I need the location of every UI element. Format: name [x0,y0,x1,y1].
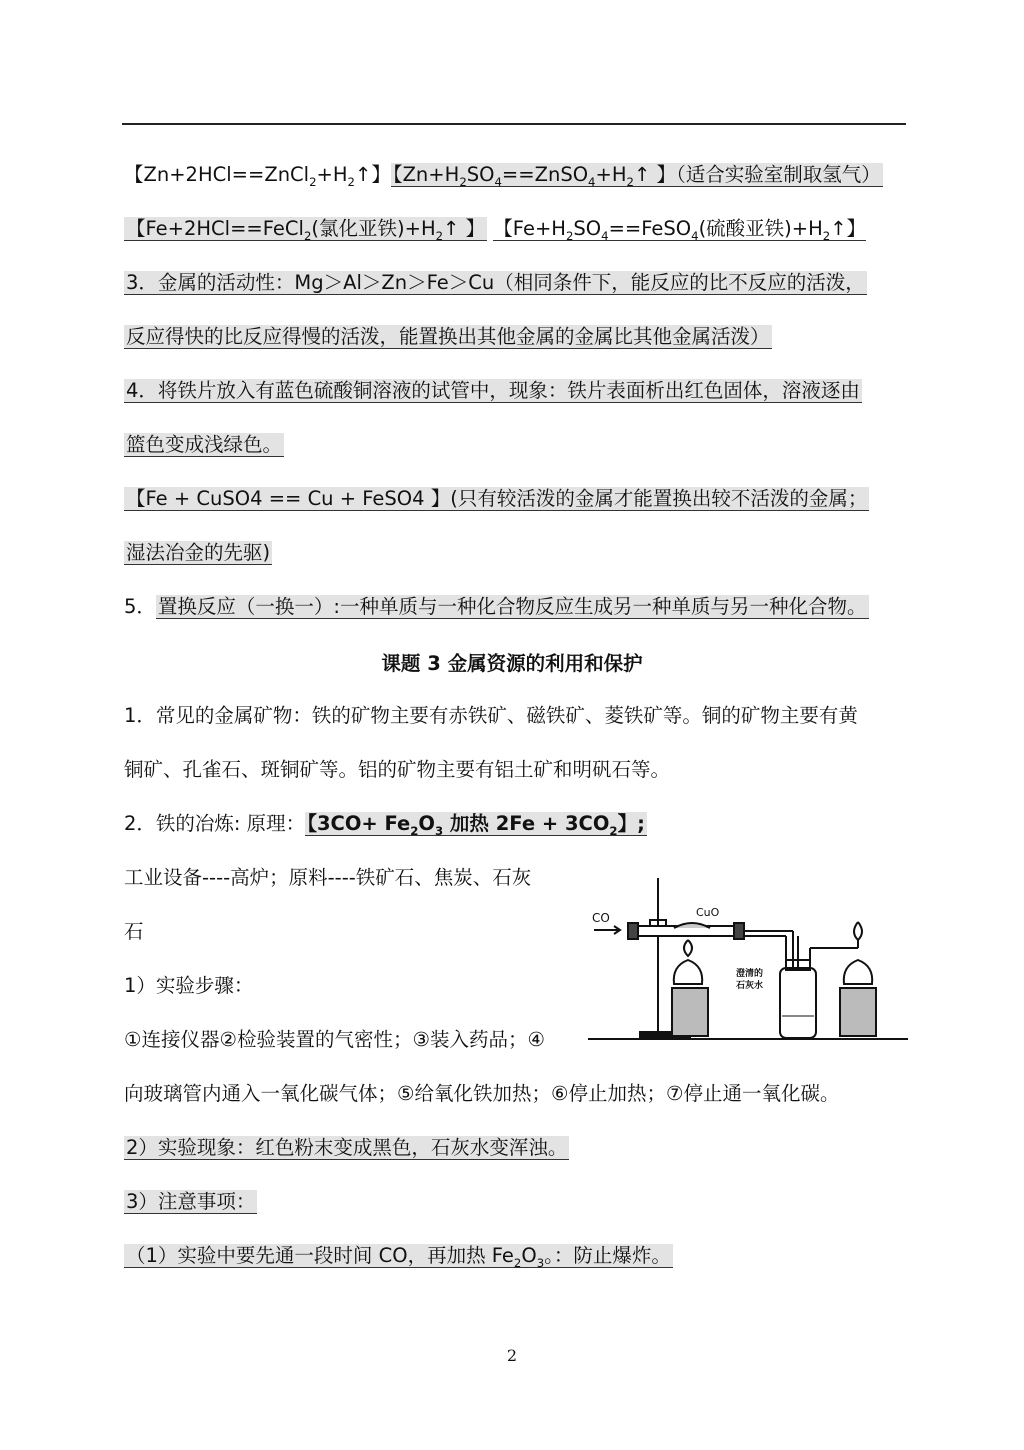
activity-series-line-1: 3．金属的活动性：Mg＞Al＞Zn＞Fe＞Cu（相同条件下，能反应的比不反应的活泼， [126,271,865,294]
activity-series-line-2: 反应得快的比反应得慢的活泼，能置换出其他金属的金属比其他金属活泼） [126,325,770,348]
smelting-principle-line: 2．铁的冶炼: 原理： 【$3CO+ Fe_2O_3$ 加热 $2Fe + 3CO_2$】; [124,812,645,838]
equipment-line-cont: 石 [124,920,144,943]
eq-zn-hcl: 【$Zn+2HCl==ZnCl_2+H_2↑$】 [124,163,391,189]
label-limewater-2: 石灰水 [736,981,764,991]
eq-fe-hcl: 【Fe+2HCl==FeCl$_2$(氯化亚铁)$+H_2↑$ 】 [126,217,486,243]
steps-line-2: 向玻璃管内通入一氧化碳气体；⑤给氧化铁加热；⑥停止加热；⑦停止通一氧化碳。 [124,1082,840,1105]
equipment-line: 工业设备----高炉；原料----铁矿石、焦炭、石灰 [124,866,532,889]
steps-heading: 1）实验步骤： [124,974,254,997]
iron-copper-line-1: 4．将铁片放入有蓝色硫酸铜溶液的试管中，现象：铁片表面析出红色固体，溶液逐由 [126,379,860,402]
iron-copper-line-2: 篮色变成浅绿色。 [126,433,283,456]
displacement-equation-line: 【Fe + CuSO4 == Cu + FeSO4 】(只有较活泼的金属才能置换出较不活泼的金属； [126,487,868,510]
section-title: 课题 3 金属资源的利用和保护 [381,652,643,675]
label-cuo: CuO [696,906,720,919]
ores-line-1: 1．常见的金属矿物：铁的矿物主要有赤铁矿、磁铁矿、菱铁矿等。铜的矿物主要有黄 [124,704,858,727]
label-co: CO [592,911,610,925]
header-rule [122,123,906,125]
steps-line-1: ①连接仪器②检验装置的气密性；③装入药品；④ [124,1028,545,1051]
ores-line-2: 铜矿、孔雀石、斑铜矿等。铝的矿物主要有铝土矿和明矾石等。 [124,758,671,781]
equation-line-zn [124,160,914,197]
replacement-reaction-line: 5． 置换反应（一换一）:一种单质与一种化合物反应生成另一种单质与另一种化合物。 [124,595,867,618]
equation-line-fe [124,214,914,251]
page-number: 2 [506,1346,518,1365]
wet-metallurgy-line: 湿法冶金的先驱) [126,541,271,564]
apparatus-figure [588,856,910,1046]
precautions-heading: 3）注意事项： [126,1190,256,1213]
eq-zn-h2so4: 【$Zn+H_2SO_4==ZnSO_4+H_2↑$ 】（适合实验室制取氢气） [392,163,881,189]
label-limewater-1: 澄清的 [736,969,764,979]
phenomenon-line: 2）实验现象：红色粉末变成黑色，石灰水变浑浊。 [126,1136,568,1159]
eq-fe-h2so4: 【$Fe+H_2SO_4==FeSO_4$(硫酸亚铁)$+H_2↑$】 [493,217,867,243]
smelting-equation: 【$3CO+ Fe_2O_3$ 加热 $2Fe + 3CO_2$】; [307,812,645,838]
precaution-1-line: （1）实验中要先通一段时间 CO，再加热 $Fe_2O_3$。：防止爆炸。 [126,1244,671,1270]
